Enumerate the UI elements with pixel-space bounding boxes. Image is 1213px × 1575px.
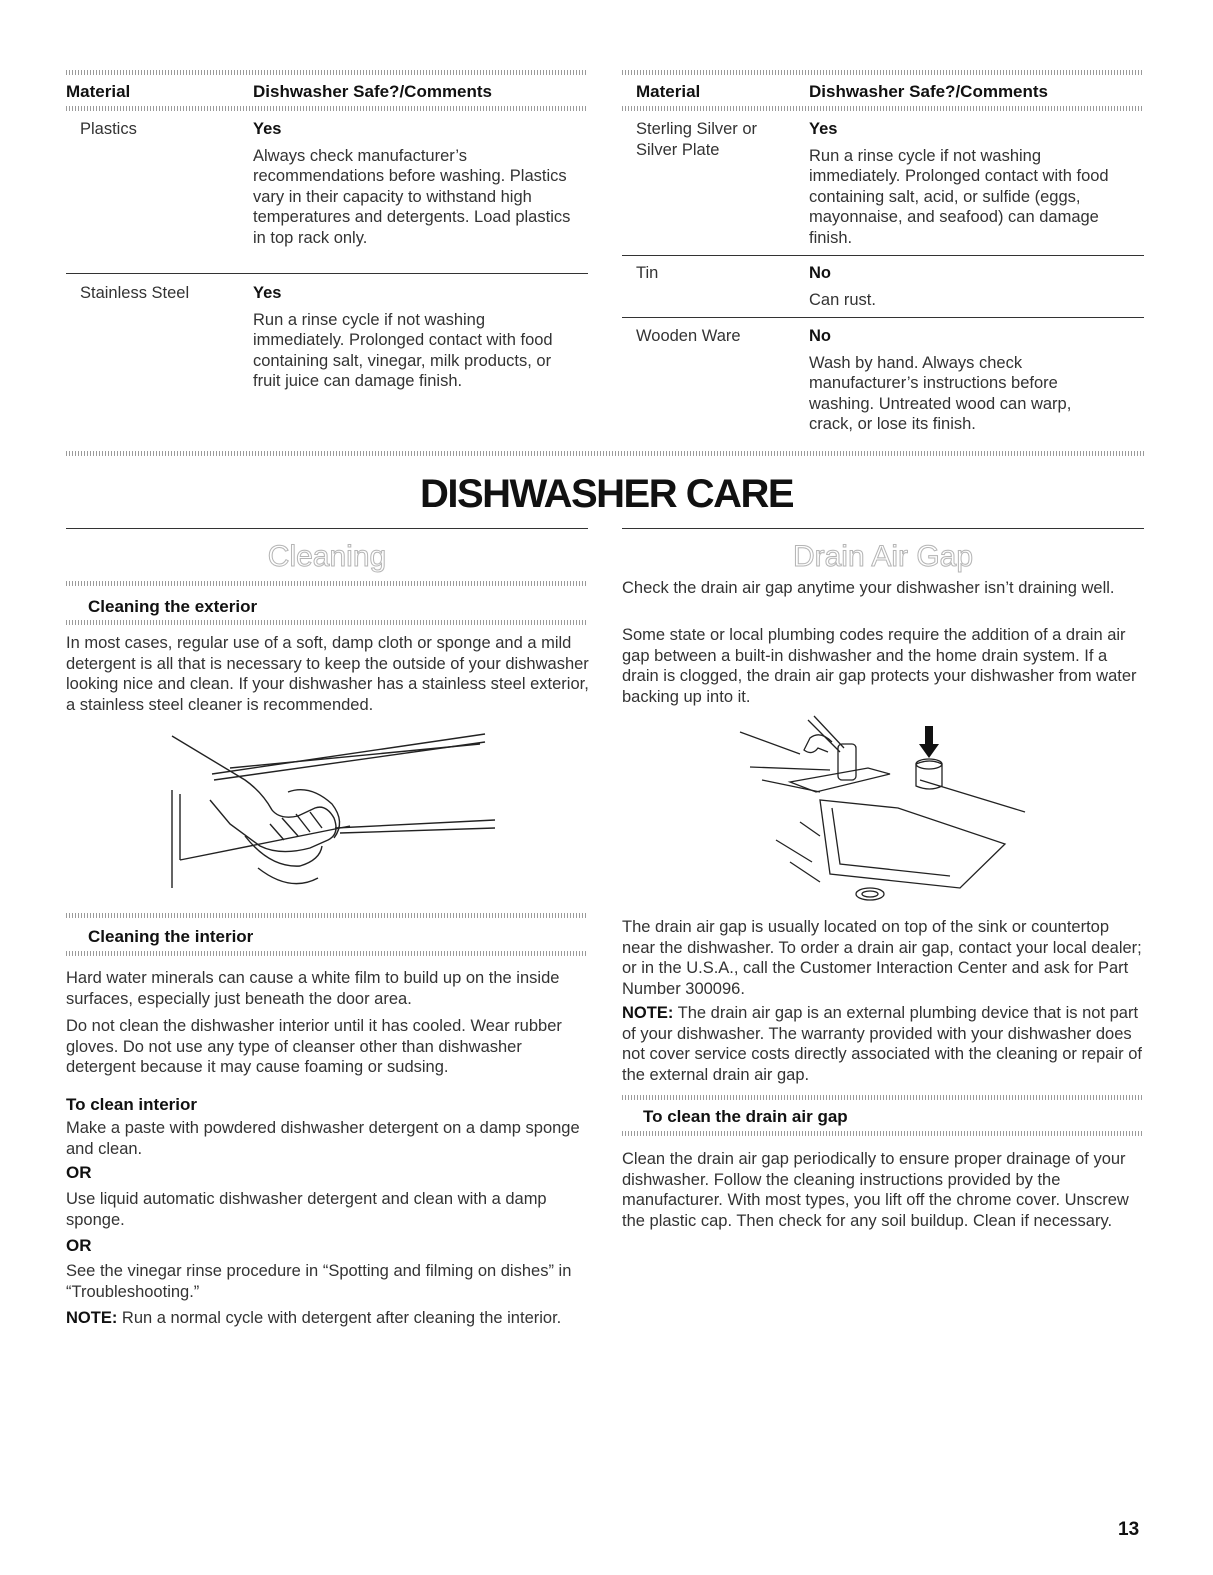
table-right-header-rule xyxy=(622,106,1144,111)
safe-yes: Yes xyxy=(809,120,838,138)
or-label-2: OR xyxy=(66,1236,92,1255)
to-clean-step-3: See the vinegar rinse procedure in “Spotting and filming on dishes” in “Troubleshooting.” xyxy=(66,1262,572,1301)
exterior-top-rule xyxy=(66,581,588,586)
safe-no: No xyxy=(809,327,831,345)
table-left-comment-stainless xyxy=(253,283,558,392)
comment-text: Wash by hand. Always check manufacturer’s instructions before washing. Untreated wood can warp, crack, or lose its finish. xyxy=(809,353,1072,433)
to-clean-step-1: Make a paste with powdered dishwasher detergent on a damp sponge and clean. xyxy=(66,1119,580,1158)
interior-note xyxy=(66,1308,586,1329)
table-left-material-plastics: Plastics xyxy=(80,120,137,138)
drain-paragraph-3: The drain air gap is usually located on top of the sink or countertop near the dishwasher. To order a drain air gap, contact your local dealer; or in the U.S.A., call the Customer Interaction Center and ask for Part Number 300096. xyxy=(622,918,1142,998)
interior-heading: Cleaning the interior xyxy=(88,927,254,946)
interior-top-rule xyxy=(66,913,588,918)
left-column-rule xyxy=(66,528,588,529)
table-left-row-divider xyxy=(66,273,588,274)
note-label: NOTE: xyxy=(622,1004,674,1022)
table-right-material-tin: Tin xyxy=(636,264,659,282)
right-column-rule xyxy=(622,528,1144,529)
table-right-top-rule xyxy=(622,70,1144,75)
exterior-text: In most cases, regular use of a soft, damp cloth or sponge and a mild detergent is all that is necessary to keep the outside of your dishwasher looking nice and clean. If your dishwasher has a stainless steel exterior, a stainless steel cleaner is recommended. xyxy=(66,634,589,714)
comment-text: Run a rinse cycle if not washing immediately. Prolonged contact with food containing salt, acid, or sulfide (eggs, mayonnaise, and seafood) can damage finish. xyxy=(809,146,1109,247)
safe-yes: Yes xyxy=(253,284,282,302)
note-text: Run a normal cycle with detergent after cleaning the interior. xyxy=(117,1309,562,1327)
table-right-row-divider-2 xyxy=(622,317,1144,318)
table-left-comment-plastics xyxy=(253,119,573,248)
table-right-comment-wood xyxy=(809,326,1109,435)
drain-clean-heading: To clean the drain air gap xyxy=(643,1107,848,1126)
drain-paragraph-2: Some state or local plumbing codes require the addition of a drain air gap between a built-in dishwasher and the home drain system. If a drain is clogged, the drain air gap protects your dishwasher from water backing up into it. xyxy=(622,626,1137,706)
table-right-material-silver: Sterling Silver or Silver Plate xyxy=(636,120,758,159)
table-left-top-rule xyxy=(66,70,588,75)
safe-yes: Yes xyxy=(253,120,282,138)
to-clean-step-2: Use liquid automatic dishwasher detergent and clean with a damp sponge. xyxy=(66,1190,547,1229)
tables-bottom-rule xyxy=(66,451,1144,456)
exterior-bottom-rule xyxy=(66,620,588,625)
table-left-header-rule xyxy=(66,106,588,111)
safe-no: No xyxy=(809,264,831,282)
page-number: 13 xyxy=(1118,1519,1140,1540)
table-right-comment-silver xyxy=(809,119,1129,248)
table-left-header-comments: Dishwasher Safe?/Comments xyxy=(253,82,493,101)
table-left-header-material: Material xyxy=(66,82,131,101)
wiping-hand-illustration xyxy=(150,728,510,896)
note-label: NOTE: xyxy=(66,1309,118,1327)
comment-text: Can rust. xyxy=(809,290,876,309)
note-text: The drain air gap is an external plumbing device that is not part of your dishwasher. The warranty provided with your dishwasher does not cover service costs directly associated with the cleaning or repair of the external drain air gap. xyxy=(622,1004,1142,1084)
exterior-heading: Cleaning the exterior xyxy=(88,597,258,616)
interior-bottom-rule xyxy=(66,951,588,956)
to-clean-interior-heading: To clean interior xyxy=(66,1095,197,1114)
or-label-1: OR xyxy=(66,1163,92,1182)
comment-text: Always check manufacturer’s recommendations before washing. Plastics vary in their capacity to withstand high temperatures and detergents. Load plastics in top rack only. xyxy=(253,146,571,247)
page-title: DISHWASHER CARE xyxy=(419,472,794,516)
table-right-header-comments: Dishwasher Safe?/Comments xyxy=(809,82,1049,101)
table-right-comment-tin xyxy=(809,263,1129,310)
drain-paragraph-1: Check the drain air gap anytime your dishwasher isn’t draining well. xyxy=(622,579,1115,597)
cleaning-heading: Cleaning xyxy=(267,540,387,573)
comment-text: Run a rinse cycle if not washing immediately. Prolonged contact with food containing salt, vinegar, milk products, or fruit juice can damage finish. xyxy=(253,310,553,390)
table-right-row-divider-1 xyxy=(622,255,1144,256)
drain-air-gap-sink-illustration xyxy=(720,712,1040,907)
interior-paragraph-1: Hard water minerals can cause a white film to build up on the inside surfaces, especially just beneath the door area. xyxy=(66,969,560,1008)
table-right-material-wood: Wooden Ware xyxy=(636,327,741,345)
drain-clean-top-rule xyxy=(622,1095,1144,1100)
drain-clean-text: Clean the drain air gap periodically to ensure proper drainage of your dishwasher. Follow the cleaning instructions provided by the manufacturer. With most types, you lift off the chrome cover. Unscrew the plastic cap. Then check for any soil buildup. Clean if necessary. xyxy=(622,1150,1129,1230)
drain-clean-bottom-rule xyxy=(622,1131,1144,1136)
drain-note xyxy=(622,1003,1144,1085)
drain-air-gap-heading: Drain Air Gap xyxy=(792,540,974,573)
table-right-header-material: Material xyxy=(636,82,701,101)
interior-paragraph-2: Do not clean the dishwasher interior until it has cooled. Wear rubber gloves. Do not use any type of cleanser other than dishwasher detergent because it may cause foaming or sudsing. xyxy=(66,1017,562,1076)
table-left-material-stainless: Stainless Steel xyxy=(80,284,190,302)
